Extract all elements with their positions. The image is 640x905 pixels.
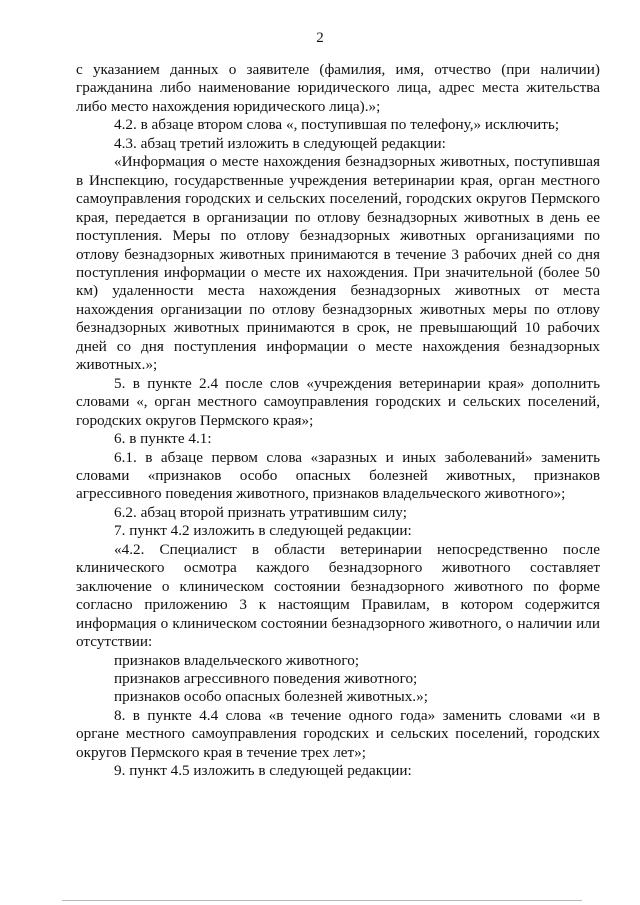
- paragraph: 6. в пункте 4.1:: [114, 430, 212, 448]
- page-bottom-edge: [62, 900, 582, 901]
- paragraph: 6.2. абзац второй признать утратившим силу;: [114, 503, 407, 521]
- paragraph: признаков особо опасных болезней животных.»;: [114, 688, 428, 706]
- document-body: [76, 61, 600, 781]
- paragraph: «4.2. Специалист в области ветеринарии непосредственно после клинического осмотра каждого безнадзорного животного составляет заключение о клиническом состоянии безнадзорного животного по форме согласно приложению 3 к настоящим Правилам, в котором содержится информация о клиническом состоянии безнадзорного животного, о наличии или отсутствии:: [76, 540, 600, 651]
- page-number: 2: [316, 30, 324, 46]
- paragraph: 7. пункт 4.2 изложить в следующей редакции:: [114, 522, 412, 540]
- paragraph: 6.1. в абзаце первом слова «заразных и иных заболеваний» заменить словами «признаков особо опасных болезней животных, признаков агрессивного поведения животного, признаков владельческого животного»;: [76, 448, 600, 503]
- paragraph: признаков агрессивного поведения животного;: [114, 669, 418, 687]
- paragraph: 9. пункт 4.5 изложить в следующей редакции:: [114, 762, 412, 780]
- paragraph: 4.3. абзац третий изложить в следующей редакции:: [114, 134, 446, 152]
- paragraph: признаков владельческого животного;: [114, 651, 360, 669]
- paragraph: 8. в пункте 4.4 слова «в течение одного года» заменить словами «и в органе местного самоуправления городских и сельских поселений, городских округов Пермского края в течение трех лет»;: [76, 706, 600, 761]
- paragraph: «Информация о месте нахождения безнадзорных животных, поступившая в Инспекцию, государственные учреждения ветеринарии края, орган местного самоуправления городских и сельских поселений, городских округов Пермского края, передается в организации по отлову безнадзорных животных в день ее поступления. Меры по отлову безнадзорных животных организациями по отлову безнадзорных животных принимаются в течение 3 рабочих дней со дня поступления информации о месте их нахождения. При значительной (более 50 км) удаленности места нахождения безнадзорных животных от места нахождения организации по отлову безнадзорных животных меры по отлову безнадзорных животных принимаются в срок, не превышающий 10 рабочих дней со дня поступления информации о месте нахождения безнадзорных животных.»;: [76, 153, 600, 374]
- paragraph: с указанием данных о заявителе (фамилия, имя, отчество (при наличии) гражданина либо наименование юридического лица, адрес места жительства либо место нахождения юридического лица).»;: [76, 61, 600, 115]
- paragraph: 4.2. в абзаце втором слова «, поступившая по телефону,» исключить;: [114, 116, 560, 134]
- paragraph: 5. в пункте 2.4 после слов «учреждения ветеринарии края» дополнить словами «, орган местного самоуправления городских и сельских поселений, городских округов Пермского края»;: [76, 374, 600, 429]
